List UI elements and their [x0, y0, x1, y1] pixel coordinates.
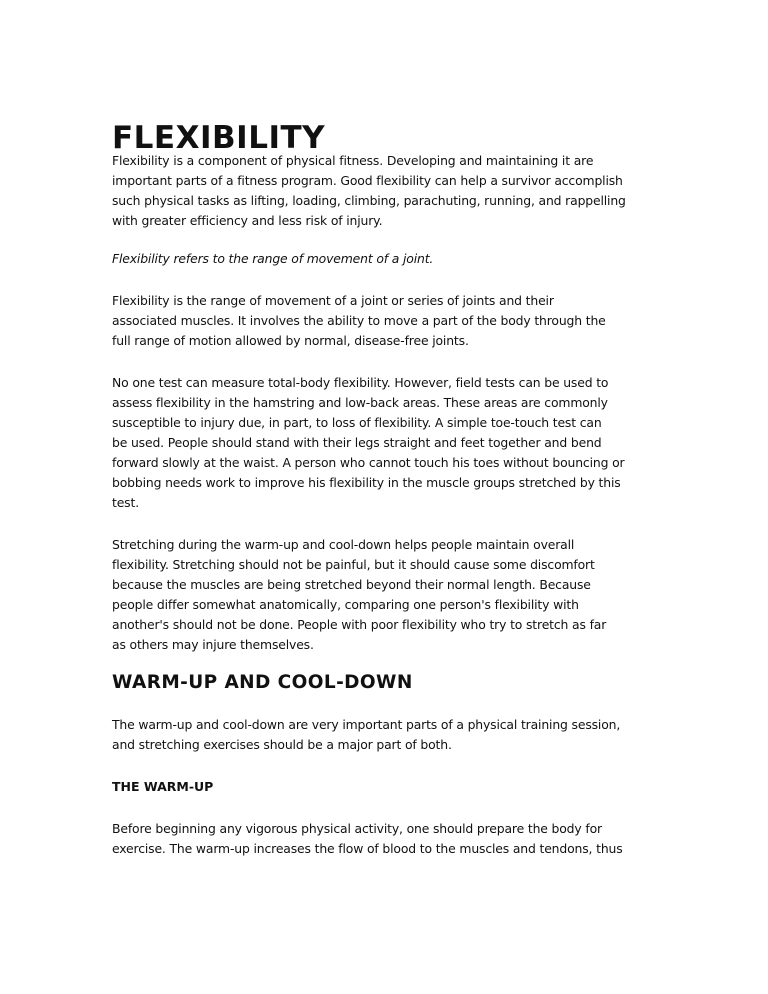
callout-italic [112, 249, 433, 269]
paragraph-warmup [112, 819, 623, 859]
text-line: Flexibility is the range of movement of a joint or series of joints and their [112, 293, 554, 308]
text-line: Before beginning any vigorous physical activity, one should prepare the body for [112, 821, 602, 836]
paragraph-intro [112, 151, 626, 231]
text-line: Flexibility refers to the range of movement of a joint. [112, 251, 434, 266]
section-heading: WARM-UP AND COOL-DOWN [112, 672, 413, 693]
text-line: important parts of a fitness program. Good flexibility can help a survivor accomplish [112, 173, 623, 188]
text-line: Stretching during the warm-up and cool-down helps people maintain overall [112, 537, 575, 552]
text-line: as others may injure themselves. [112, 637, 314, 652]
paragraph-test [112, 373, 624, 513]
text-line: and stretching exercises should be a major part of both. [112, 737, 452, 752]
subsection-heading: THE WARM-UP [112, 779, 214, 794]
text-line: The warm-up and cool-down are very important parts of a physical training session, [112, 717, 621, 732]
text-line: full range of motion allowed by normal, disease-free joints. [112, 333, 469, 348]
page-title: FLEXIBILITY [112, 120, 326, 156]
paragraph-definition [112, 291, 606, 351]
text-line: assess flexibility in the hamstring and low-back areas. These areas are commonly [112, 395, 608, 410]
text-line: forward slowly at the waist. A person who cannot touch his toes without bouncing or [112, 455, 625, 470]
text-line: because the muscles are being stretched beyond their normal length. Because [112, 577, 591, 592]
text-line: susceptible to injury due, in part, to loss of flexibility. A simple toe-touch test can [112, 415, 602, 430]
text-line: associated muscles. It involves the ability to move a part of the body through the [112, 313, 606, 328]
text-line: Flexibility is a component of physical fitness. Developing and maintaining it are [112, 153, 594, 168]
paragraph-stretching [112, 535, 606, 655]
paragraph-warmup-cooldown [112, 715, 620, 755]
text-line: exercise. The warm-up increases the flow of blood to the muscles and tendons, thus [112, 841, 623, 856]
text-line: with greater efficiency and less risk of injury. [112, 213, 383, 228]
text-line: another's should not be done. People with poor flexibility who try to stretch as far [112, 617, 607, 632]
text-line: No one test can measure total-body flexibility. However, field tests can be used to [112, 375, 609, 390]
text-line: bobbing needs work to improve his flexibility in the muscle groups stretched by this [112, 475, 621, 490]
text-line: be used. People should stand with their legs straight and feet together and bend [112, 435, 602, 450]
text-line: such physical tasks as lifting, loading, climbing, parachuting, running, and rappelling [112, 193, 626, 208]
text-line: people differ somewhat anatomically, comparing one person's flexibility with [112, 597, 579, 612]
text-line: flexibility. Stretching should not be painful, but it should cause some discomfort [112, 557, 595, 572]
text-line: test. [112, 495, 139, 510]
